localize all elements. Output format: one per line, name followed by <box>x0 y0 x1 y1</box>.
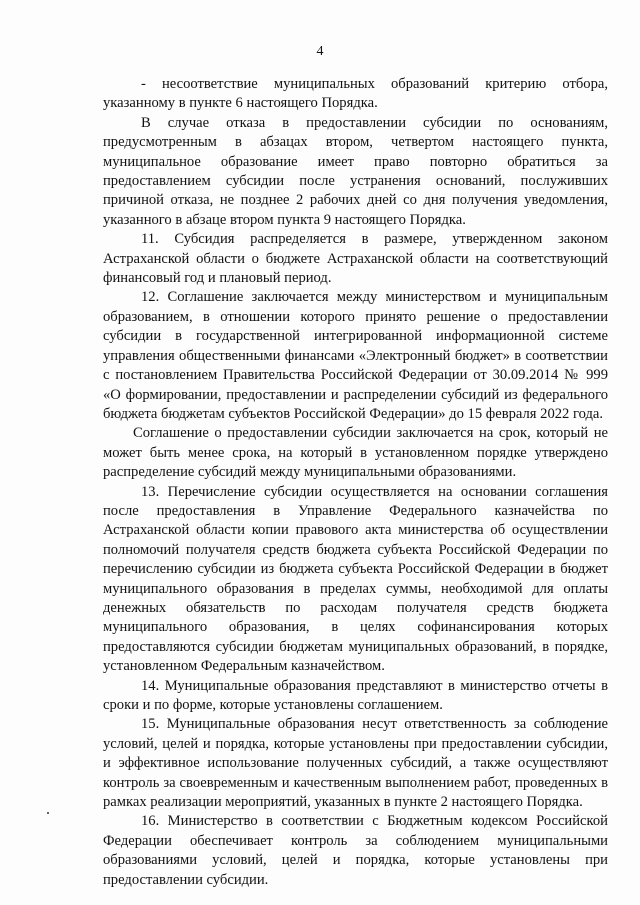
paragraph-refusal-case: В случае отказа в предоставлении субсидии по основаниям, предусмотренным в абзацах втором, четвертом настоящего пункта, муниципальное образование имеет право повторно обратиться за предоставлением субсидии после устранения оснований, послуживших причиной отказа, не позднее 2 рабочих дней со дня получения уведомления, указанного в абзаце втором пункта 9 настоящего Порядка. <box>103 114 608 228</box>
paragraph-criteria-mismatch: - несоответствие муниципальных образований критерию отбора, указанному в пункте 6 настоящего Порядка. <box>103 76 608 112</box>
paragraph-11: 11. Субсидия распределяется в размере, утвержденном законом Астраханской области о бюджете Астраханской области на соответствующий финансовый год и плановый период. <box>103 231 608 287</box>
paragraph-13: 13. Перечисление субсидии осуществляется на основании соглашения после предоставления в Управление Федерального казначейства по Астраханской области копии правового акта министерства об осуществлении полномочий получателя средств бюджета субъекта Российской Федерации по перечислению субсидии из бюджета субъекта Российской Федерации в бюджет муниципального образования в пределах суммы, необходимой для оплаты денежных обязательств по расходам получателя средств бюджета муниципального образования, в целях софинансирования которых предоставляются субсидии бюджетам муниципальных образований, в порядке, установленном Федеральным казначейством. <box>103 483 608 675</box>
paragraph-16: 16. Министерство в соответствии с Бюджетным кодексом Российской Федерации обеспечивает контроль за соблюдением муниципальными образованиями условий, целей и порядка, которые установлены при предоставлении субсидии. <box>103 813 608 888</box>
scan-speck <box>47 812 49 814</box>
page-number: 4 <box>316 44 324 59</box>
paragraph-14: 14. Муниципальные образования представляют в министерство отчеты в сроки и по форме, которые установлены соглашением. <box>103 677 608 713</box>
paragraph-agreement-term: Соглашение о предоставлении субсидии заключается на срок, который не может быть менее срока, на который в установленном порядке утверждено распределение субсидий между муниципальными образованиями. <box>103 425 608 481</box>
document-body <box>103 75 608 890</box>
paragraph-12: 12. Соглашение заключается между министерством и муниципальным образованием, в отношении которого принято решение о предоставлении субсидии в государственной интегрированной информационной системе управления общественными финансами «Электронный бюджет» в соответствии с постановлением Правительства Российской Федерации от 30.09.2014 № 999 «О формировании, предоставлении и распределении субсидий из федерального бюджета бюджетам субъектов Российской Федерации» до 15 февраля 2022 года. <box>103 289 608 422</box>
paragraph-15: 15. Муниципальные образования несут ответственность за соблюдение условий, целей и порядка, которые установлены при предоставлении субсидии, и эффективное использование полученных субсидий, а также осуществляют контроль за своевременным и качественным выполнением работ, проведенных в рамках реализации мероприятий, указанных в пункте 2 настоящего Порядка. <box>103 716 608 811</box>
